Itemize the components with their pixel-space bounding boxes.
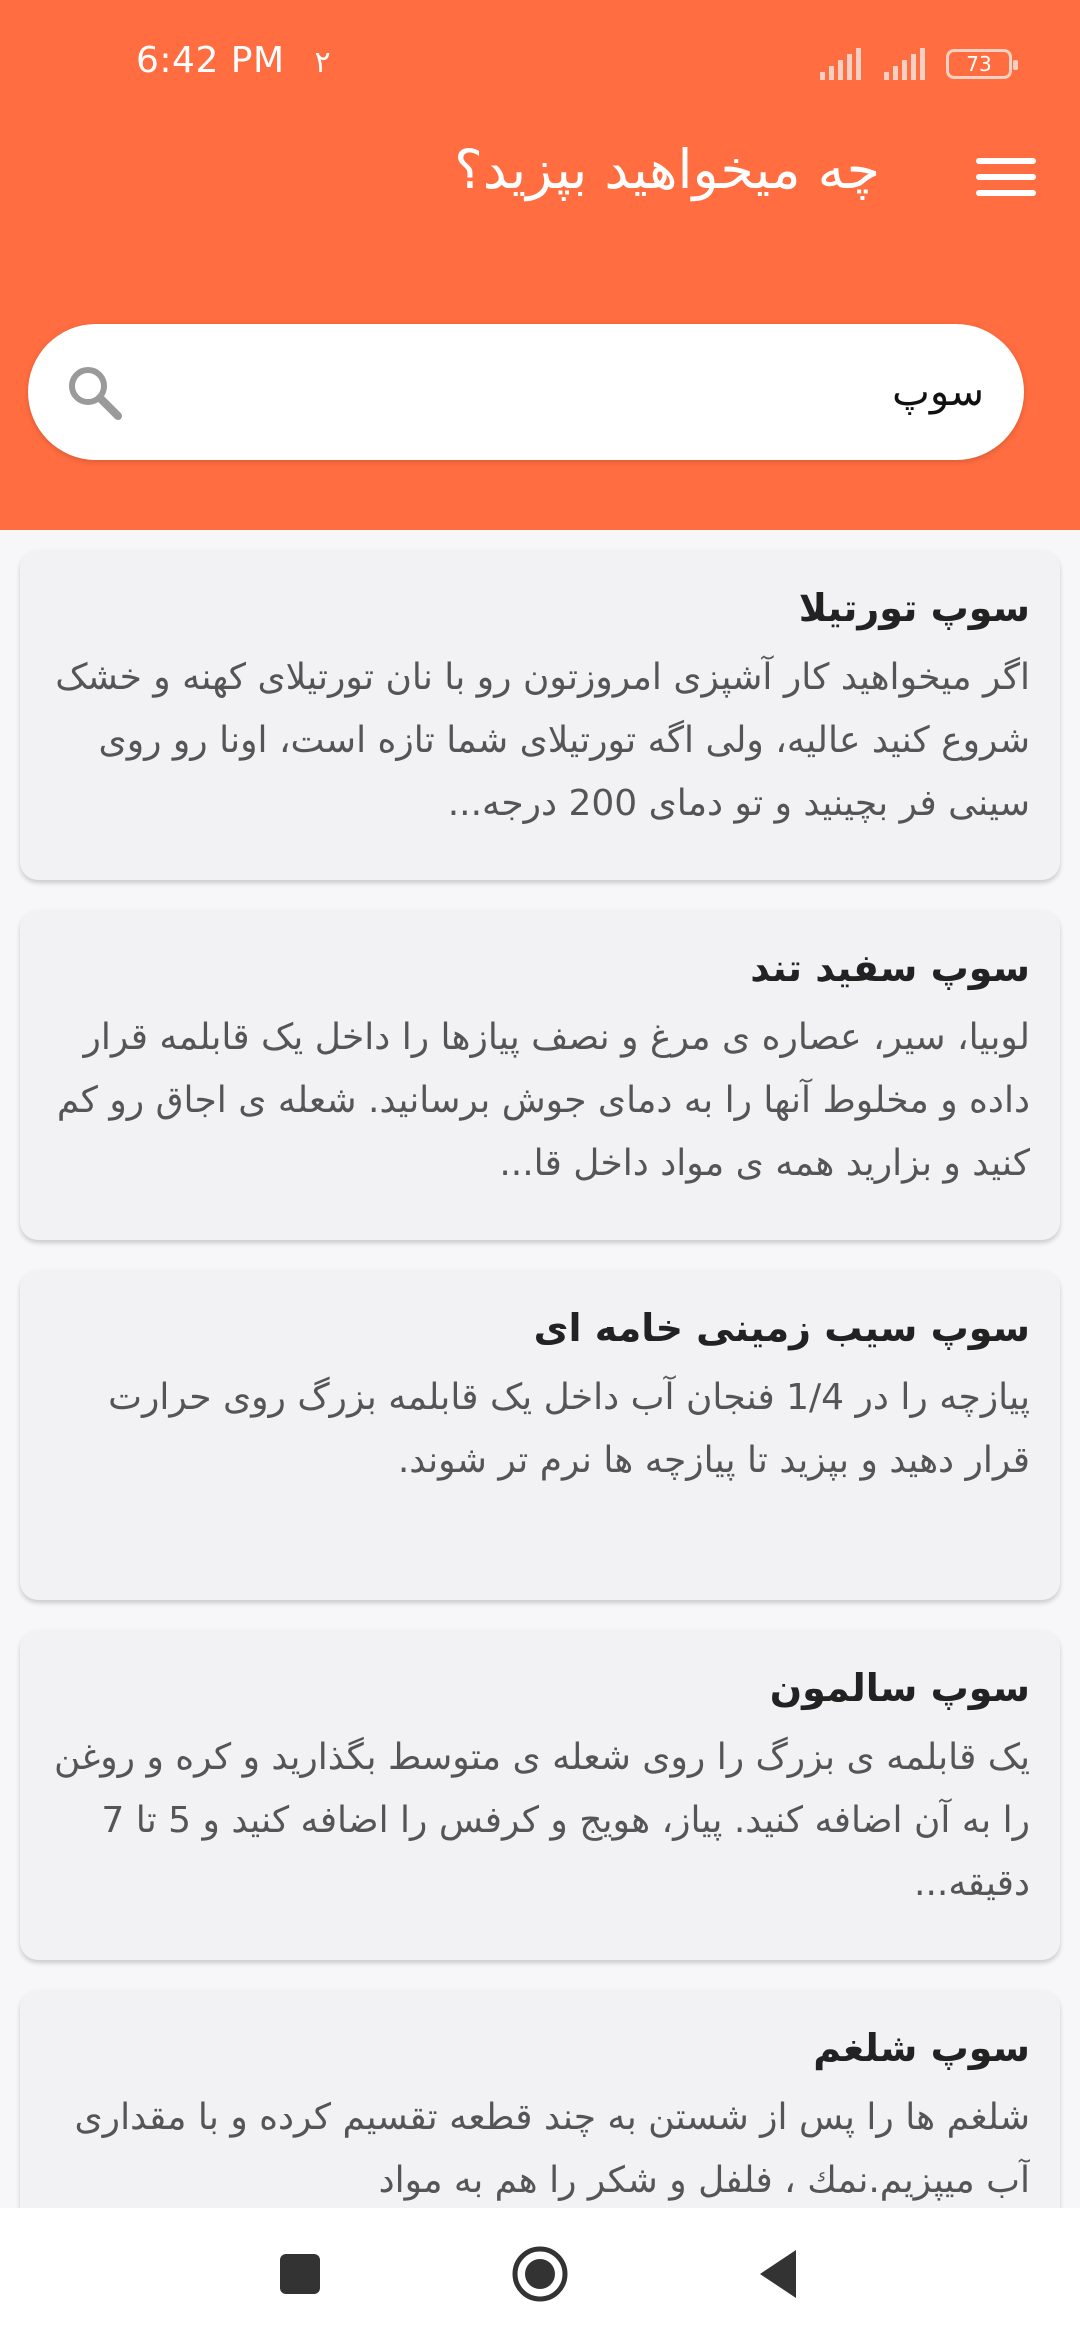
recipe-list — [0, 548, 1080, 2208]
search-input[interactable] — [168, 350, 994, 434]
status-icons — [818, 46, 1012, 82]
recipe-description: شلغم ها را پس از شستن به چند قطعه تقسیم کرده و با مقداری آب میپزیم.نمك ، فلفل و شكر را هم به مواد — [74, 2097, 1030, 2201]
recipe-description: پیازچه را در 1/4 فنجان آب داخل یک قابلمه بزرگ روی حرارت قرار دهید و بپزید تا پیازچه ها نرم تر شوند. — [108, 1377, 1030, 1481]
recipe-title: سوپ سیب زمینی خامه ای — [533, 1306, 1030, 1350]
battery-icon — [946, 49, 1012, 79]
search-bar[interactable] — [28, 324, 1024, 460]
back-icon[interactable] — [748, 2242, 812, 2306]
signal-icon-2 — [882, 48, 930, 80]
battery-level: 73 — [966, 52, 992, 76]
recents-icon[interactable] — [268, 2242, 332, 2306]
page-title: چه میخواهید بپزید؟ — [454, 138, 880, 201]
recipe-title: سوپ سالمون — [769, 1666, 1030, 1710]
recipe-description: اگر میخواهید کار آشپزی امروزتون رو با نان تورتیلای کهنه و خشک شروع کنید عالیه، ولی اگه تورتیلای شما تازه است، اونا رو روی سینی فر بچینید و تو دمای 200 درجه... — [55, 657, 1030, 824]
recipe-card[interactable] — [20, 550, 1060, 880]
recipe-description: لوبیا، سیر، عصاره ی مرغ و نصف پیازها را داخل یک قابلمه قرار داده و مخلوط آنها را به دمای جوش برسانید. شعله ی اجاق رو کم کنید و بزارید همه ی مواد داخل قا... — [56, 1017, 1030, 1184]
recipe-title: سوپ سفید تند — [750, 946, 1030, 990]
search-icon[interactable] — [64, 362, 124, 422]
signal-icon — [818, 48, 866, 80]
recipe-card[interactable] — [20, 910, 1060, 1240]
recipe-card[interactable] — [20, 1270, 1060, 1600]
recipe-title: سوپ شلغم — [813, 2026, 1030, 2070]
home-icon[interactable] — [508, 2242, 572, 2306]
recipe-card[interactable] — [20, 1990, 1060, 2208]
recipe-card[interactable] — [20, 1630, 1060, 1960]
app-header — [0, 0, 1080, 530]
status-extra: ۲ — [314, 45, 331, 80]
menu-icon[interactable] — [976, 150, 1036, 204]
status-time: 6:42 PM ۲ — [136, 40, 331, 81]
recipe-description: یک قابلمه ی بزرگ را روی شعله ی متوسط بگذارید و کره و روغن را به آن اضافه کنید. پیاز، هویج و کرفس را اضافه کنید و 5 تا 7 دقیقه... — [54, 1737, 1030, 1904]
system-nav-bar — [0, 2208, 1080, 2340]
recipe-title: سوپ تورتیلا — [798, 586, 1030, 630]
status-bar — [0, 0, 1080, 120]
